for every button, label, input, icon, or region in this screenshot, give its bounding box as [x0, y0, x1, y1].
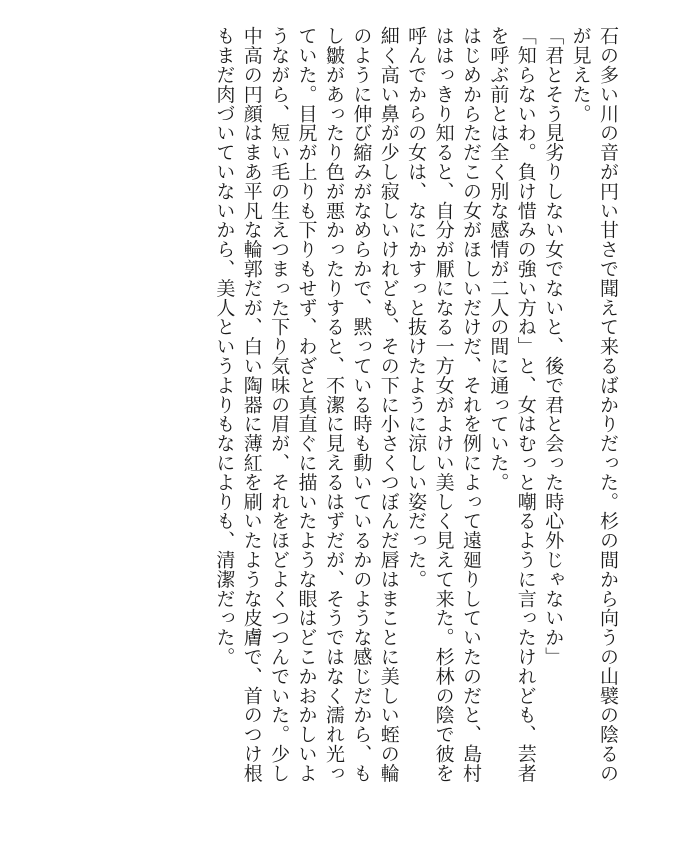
- paragraph-5: 細く高い鼻が少し寂しいけれども、その下に小さくつぼんだ唇はまことに美しい蛭の輪のように伸び縮みがなめらかで、黙っている時も動いているかのような感じだから、もし皺があったり色が悪かったりすると、不潔に見えるはずだが、そうではなく濡れ光っていた。目尻が上りも下りもせず、わざと真直ぐに描いたような眼はどこかおかしいようながら、短い毛の生えつまった下り気味の眉が、それをほどよくつつんでいた。少し中高の円顔はまあ平凡な輪郭だが、白い陶器に薄紅を刷いたような皮膚で、首のつけ根もまだ肉づいていないから、美人というよりもなによりも、清潔だった。: [213, 26, 400, 783]
- vertical-text-body: [49, 26, 621, 796]
- paragraph-4: はじめからただこの女がほしいだけだ、それを例によって遠廻りしていたのだと、島村ははっきり知ると、自分が厭になる一方女がよけい美しく見えて来た。杉林の陰で彼を呼んでからの女は、なにかすっと抜けたように涼しい姿だった。: [405, 26, 482, 783]
- paragraph-3: 「知らないわ。負け惜みの強い方ね」と、女はむっと嘲るように言ったけれども、芸者を呼ぶ前とは全く別な感情が二人の間に通っていた。: [487, 26, 537, 783]
- paragraph-2: 「君とそう見劣りしない女でないと、後で君と会った時心外じゃないか」: [542, 26, 565, 667]
- paragraph-1: 石の多い川の音が円い甘さで聞えて来るばかりだった。杉の間から向うの山襞の陰るのが見えた。: [569, 26, 619, 783]
